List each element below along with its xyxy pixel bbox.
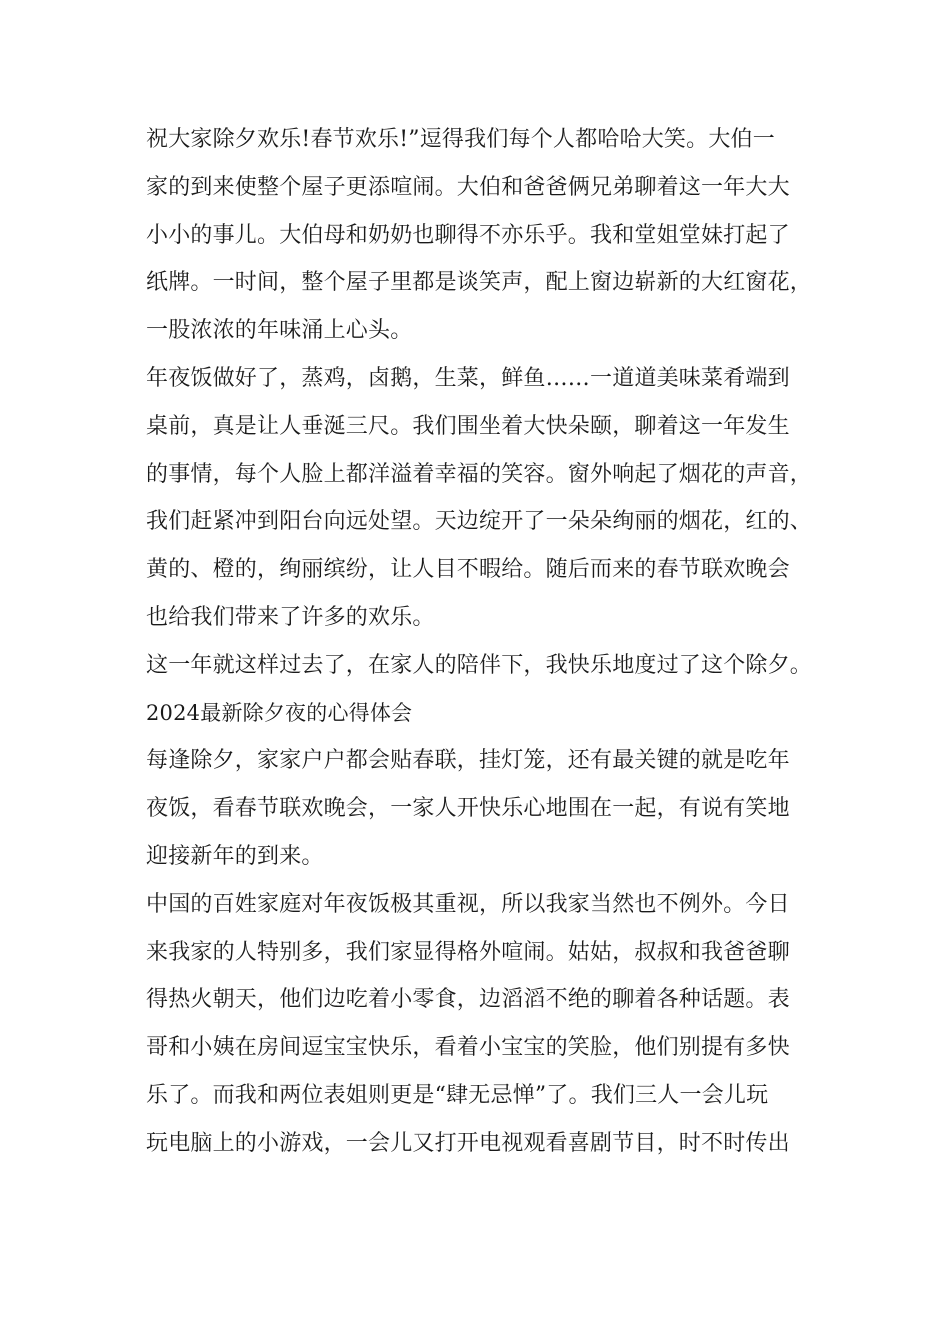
text-line: 桌前，真是让人垂涎三尺。我们围坐着大快朵颐，聊着这一年发生 xyxy=(146,413,790,439)
paragraph xyxy=(146,737,816,880)
paragraph xyxy=(146,881,816,1168)
text-line: 这一年就这样过去了，在家人的陪伴下，我快乐地度过了这个除夕。 xyxy=(146,652,813,678)
text-line: 迎接新年的到来。 xyxy=(146,843,324,869)
text-line: 也给我们带来了许多的欢乐。 xyxy=(146,604,435,630)
text-line: 黄的、橙的，绚丽缤纷，让人目不暇给。随后而来的春节联欢晚会 xyxy=(146,557,790,583)
text-line: 的事情，每个人脸上都洋溢着幸福的笑容。窗外响起了烟花的声音， xyxy=(146,461,813,487)
text-line: 小小的事儿。大伯母和奶奶也聊得不亦乐乎。我和堂姐堂妹打起了 xyxy=(146,222,790,248)
text-line: 来我家的人特别多，我们家显得格外喧闹。姑姑，叔叔和我爸爸聊 xyxy=(146,939,790,965)
text-line: 祝大家除夕欢乐!春节欢乐!”逗得我们每个人都哈哈大笑。大伯一 xyxy=(146,127,775,152)
paragraph xyxy=(146,642,816,690)
text-line: 一股浓浓的年味涌上心头。 xyxy=(146,318,413,344)
document-body xyxy=(146,116,816,1168)
section-heading: 2024最新除夕夜的心得体会 xyxy=(146,700,413,725)
text-line: 乐了。而我和两位表姐则更是“肆无忌惮”了。我们三人一会儿玩 xyxy=(146,1082,769,1108)
text-line: 得热火朝天，他们边吃着小零食，边滔滔不绝的聊着各种话题。表 xyxy=(146,987,790,1013)
text-line: 夜饭，看春节联欢晚会，一家人开快乐心地围在一起，有说有笑地 xyxy=(146,796,790,822)
text-line: 家的到来使整个屋子更添喧闹。大伯和爸爸俩兄弟聊着这一年大大 xyxy=(146,174,790,200)
text-line: 中国的百姓家庭对年夜饭极其重视，所以我家当然也不例外。今日 xyxy=(146,891,790,917)
text-line: 哥和小姨在房间逗宝宝快乐，看着小宝宝的笑脸，他们别提有多快 xyxy=(146,1035,790,1061)
text-line: 纸牌。一时间，整个屋子里都是谈笑声，配上窗边崭新的大红窗花， xyxy=(146,270,813,296)
text-line: 年夜饭做好了，蒸鸡，卤鹅，生菜，鲜鱼……一道道美味菜肴端到 xyxy=(146,365,790,391)
text-line: 玩电脑上的小游戏，一会儿又打开电视观看喜剧节目，时不时传出 xyxy=(146,1130,790,1156)
paragraph xyxy=(146,116,816,355)
text-line: 我们赶紧冲到阳台向远处望。天边绽开了一朵朵绚丽的烟花，红的、 xyxy=(146,509,813,535)
paragraph xyxy=(146,355,816,642)
text-line: 每逢除夕，家家户户都会贴春联，挂灯笼，还有最关键的就是吃年 xyxy=(146,748,790,774)
